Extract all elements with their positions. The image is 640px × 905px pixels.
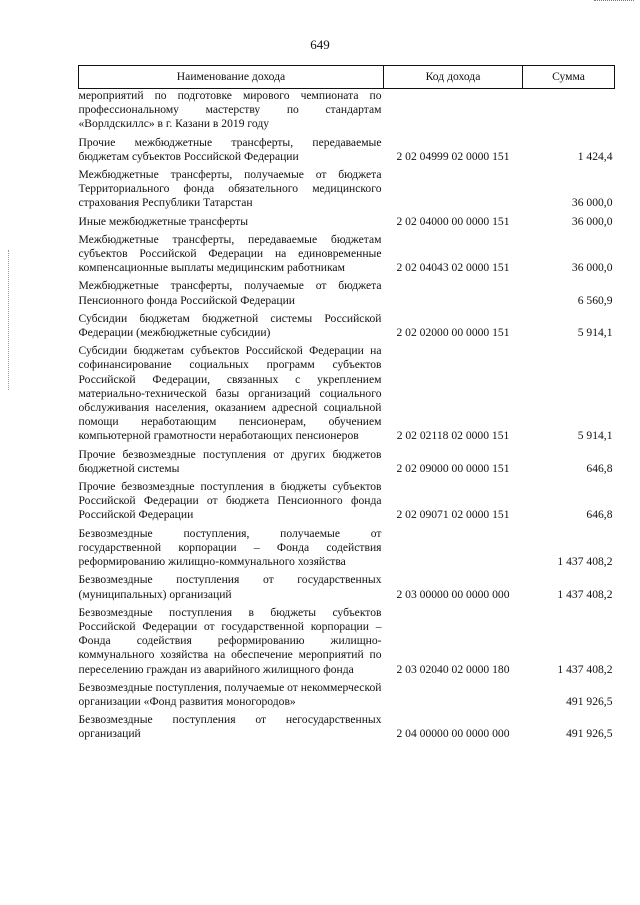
table-row (79, 89, 615, 134)
table-row (79, 342, 615, 445)
header-sum: Сумма (523, 66, 615, 89)
table-row (79, 310, 615, 342)
row-name: Субсидии бюджетам бюджетной системы Российской Федерации (межбюджетные субсидии) (78, 311, 382, 340)
row-name: Прочие безвозмездные поступления от других бюджетов бюджетной системы (78, 447, 382, 475)
scan-corner-mark (594, 0, 634, 7)
table-row (79, 213, 615, 231)
row-code: 2 02 04999 02 0000 151 (396, 149, 510, 163)
row-code (384, 525, 523, 572)
table-row (79, 277, 615, 309)
row-sum: 1 437 408,2 (557, 662, 613, 676)
income-table (78, 65, 615, 744)
row-name: Межбюджетные трансферты, передаваемые бюджетам субъектов Российской Федерации на единовременные компенсационные выплаты медицинским работникам (78, 232, 382, 275)
row-sum: 36 000,0 (571, 196, 613, 210)
table-row (79, 571, 615, 603)
table-row (79, 478, 615, 525)
row-sum (523, 89, 615, 134)
table-row (79, 711, 615, 743)
row-sum: 1 424,4 (577, 149, 613, 163)
header-name: Наименование дохода (79, 66, 384, 89)
row-sum: 36 000,0 (571, 261, 613, 275)
row-code (384, 89, 523, 134)
row-sum: 1 437 408,2 (557, 587, 613, 601)
row-code: 2 02 04000 00 0000 151 (396, 214, 510, 228)
table-row (79, 134, 615, 166)
row-name: Межбюджетные трансферты, получаемые от бюджета Пенсионного фонда Российской Федерации (78, 279, 382, 307)
row-code: 2 03 00000 00 0000 000 (396, 587, 510, 601)
table-row (79, 525, 615, 572)
row-code (384, 277, 523, 309)
row-name: Безвозмездные поступления в бюджеты субъектов Российской Федерации от государственной корпорации – Фонда содействия реформированию жилищно-коммунального хозяйства на обеспечение мероприятий по переселению граждан из аварийного жилищного фонда (78, 605, 382, 676)
row-code (384, 166, 523, 213)
row-sum: 646,8 (586, 508, 613, 522)
row-name: Межбюджетные трансферты, получаемые от бюджета Территориального фонда обязательного медицинского страхования Республики Татарстан (78, 168, 382, 210)
table-row (79, 604, 615, 679)
row-name: Безвозмездные поступления, получаемые от государственной корпорации – Фонда содействия реформированию жилищно-коммунального хозяйства (78, 526, 382, 569)
row-name: Субсидии бюджетам субъектов Российской Федерации на софинансирование социальных программ субъектов Российской Федерации, связанных с укреплением материально-технической базы организаций социального обслуживания населения, оказанием адресной социальной помощи неработающим пенсионерам, обучением компьютерной грамотности неработающих пенсионеров (78, 344, 382, 443)
row-sum: 491 926,5 (566, 694, 613, 708)
row-name: Безвозмездные поступления от негосударственных организаций (78, 713, 382, 741)
row-name: Прочие безвозмездные поступления в бюджеты субъектов Российской Федерации от бюджета Пенсионного фонда Российской Федерации (78, 480, 382, 522)
row-name: Безвозмездные поступления, получаемые от некоммерческой организации «Фонд развития моногородов» (78, 680, 382, 708)
row-code: 2 02 09071 02 0000 151 (396, 508, 510, 522)
row-sum: 36 000,0 (571, 214, 613, 228)
table-row (79, 231, 615, 278)
scan-margin-marks (8, 250, 11, 390)
row-sum: 6 560,9 (577, 293, 613, 307)
row-code: 2 02 02000 00 0000 151 (396, 326, 510, 340)
page-number: 649 (310, 37, 330, 52)
row-code: 2 04 00000 00 0000 000 (396, 727, 510, 741)
row-code: 2 02 02118 02 0000 151 (396, 429, 510, 443)
row-code: 2 02 09000 00 0000 151 (396, 461, 510, 475)
table-row (79, 679, 615, 711)
row-name: Прочие межбюджетные трансферты, передаваемые бюджетам субъектов Российской Федерации (78, 135, 382, 163)
row-sum: 1 437 408,2 (557, 555, 613, 569)
row-sum: 5 914,1 (577, 326, 613, 340)
row-sum: 491 926,5 (566, 727, 613, 741)
row-name: Безвозмездные поступления от государственных (муниципальных) организаций (78, 573, 382, 601)
row-name: Иные межбюджетные трансферты (78, 214, 249, 228)
row-code: 2 03 02040 02 0000 180 (396, 662, 510, 676)
row-name: мероприятий по подготовке мирового чемпионата по профессиональному мастерству по стандартам «Ворлдскиллс» в г. Казани в 2019 году (78, 89, 382, 131)
table-header-row (79, 66, 615, 89)
header-code: Код дохода (384, 66, 523, 89)
row-code: 2 02 04043 02 0000 151 (396, 261, 510, 275)
table-row (79, 166, 615, 213)
row-sum: 5 914,1 (577, 429, 613, 443)
row-sum: 646,8 (586, 461, 613, 475)
row-code (384, 679, 523, 711)
table-row (79, 446, 615, 478)
